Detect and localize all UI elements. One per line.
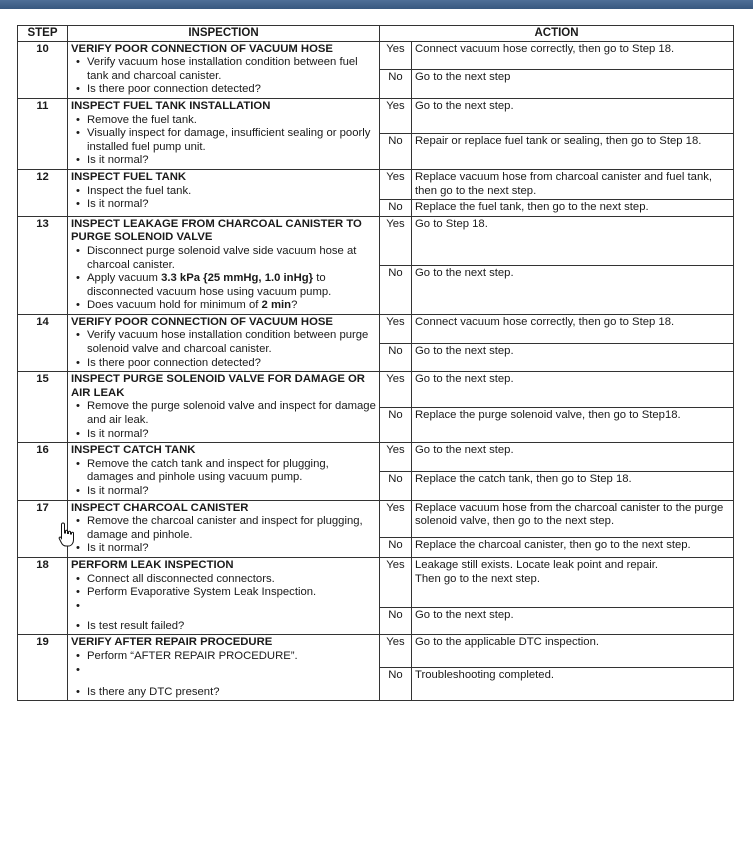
header-inspection: INSPECTION xyxy=(68,26,380,42)
yes-label: Yes xyxy=(380,557,412,607)
table-row-step-19 xyxy=(18,635,734,668)
no-action: Replace the charcoal canister, then go to the next step. xyxy=(412,537,734,557)
no-label: No xyxy=(380,343,412,372)
no-action: Troubleshooting completed. xyxy=(412,668,734,701)
step-number: 11 xyxy=(18,98,68,169)
no-action: Go to the next step xyxy=(412,70,734,99)
bullet-item: • Is it normal? xyxy=(87,198,376,212)
no-label: No xyxy=(380,70,412,99)
inspection-bullets xyxy=(71,458,376,499)
bullet-item: • Disconnect purge solenoid valve side vacuum hose at charcoal canister. xyxy=(87,245,376,272)
yes-action: Replace vacuum hose from the charcoal canister to the purge solenoid valve, then go to the next step. xyxy=(412,500,734,537)
no-label: No xyxy=(380,200,412,217)
step-number: 17 xyxy=(18,500,68,557)
bullet-item xyxy=(87,299,376,313)
inspection-cell xyxy=(68,557,380,634)
no-action: Replace the purge solenoid valve, then go to Step18. xyxy=(412,407,734,442)
bullet-item: • Is it normal? xyxy=(87,542,376,556)
inspection-cell xyxy=(68,372,380,443)
vacuum-spec: 3.3 kPa {25 mmHg, 1.0 inHg} xyxy=(161,272,314,285)
bullet-item: • Is it normal? xyxy=(87,485,376,499)
bullet-item: • Remove the charcoal canister and inspect for plugging, damage and pinhole. xyxy=(87,515,376,542)
bullet-item: • Remove the catch tank and inspect for plugging, damages and pinhole using vacuum pump. xyxy=(87,458,376,485)
inspection-bullets xyxy=(71,245,376,313)
yes-label: Yes xyxy=(380,443,412,472)
spacer xyxy=(87,664,376,686)
no-action: Repair or replace fuel tank or sealing, then go to Step 18. xyxy=(412,134,734,169)
bullet-item xyxy=(87,272,376,299)
inspection-bullets xyxy=(71,515,376,556)
table-row-step-12 xyxy=(18,169,734,199)
inspection-title: VERIFY AFTER REPAIR PROCEDURE xyxy=(71,636,273,649)
bullet-item: • Connect all disconnected connectors. xyxy=(87,573,376,587)
yes-action: Go to the next step. xyxy=(412,443,734,472)
step-number: 19 xyxy=(18,635,68,701)
step-number: 13 xyxy=(18,216,68,314)
yes-action xyxy=(412,557,734,607)
bullet-item: • Remove the purge solenoid valve and inspect for damage and air leak. xyxy=(87,400,376,427)
bullet-item: • Verify vacuum hose installation condition between purge solenoid valve and charcoal canister. xyxy=(87,329,376,356)
time-spec: 2 min xyxy=(261,299,292,312)
inspection-bullets xyxy=(71,573,376,634)
inspection-cell xyxy=(68,98,380,169)
bullet-item: • Is it normal? xyxy=(87,428,376,442)
hand-pointer-icon xyxy=(58,522,76,548)
header-step: STEP xyxy=(18,26,68,42)
table-row-step-10 xyxy=(18,41,734,70)
yes-action: Replace vacuum hose from charcoal canister and fuel tank, then go to the next step. xyxy=(412,169,734,199)
table-header-row xyxy=(18,26,734,42)
step-number: 15 xyxy=(18,372,68,443)
inspection-bullets xyxy=(71,185,376,212)
yes-action-line: Then go to the next step. xyxy=(415,572,540,585)
window-top-bar xyxy=(0,0,753,9)
bullet-text: Does vacuum hold for minimum of xyxy=(87,299,259,312)
bullet-item: • Is there poor connection detected? xyxy=(87,83,376,97)
yes-label: Yes xyxy=(380,500,412,537)
no-action: Replace the fuel tank, then go to the next step. xyxy=(412,200,734,217)
yes-label: Yes xyxy=(380,98,412,133)
inspection-cell xyxy=(68,443,380,500)
inspection-title: INSPECT FUEL TANK xyxy=(71,170,187,183)
yes-label: Yes xyxy=(380,372,412,407)
table-row-step-14 xyxy=(18,314,734,343)
inspection-bullets xyxy=(71,56,376,97)
no-action: Go to the next step. xyxy=(412,265,734,314)
bullet-item: • Verify vacuum hose installation condition between fuel tank and charcoal canister. xyxy=(87,56,376,83)
bullet-item: • Is there any DTC present? xyxy=(87,686,376,700)
bullet-item: • Is test result failed? xyxy=(87,620,376,634)
no-label: No xyxy=(380,471,412,500)
no-action: Replace the catch tank, then go to Step 18. xyxy=(412,471,734,500)
no-action: Go to the next step. xyxy=(412,607,734,634)
no-label: No xyxy=(380,134,412,169)
step-number: 18 xyxy=(18,557,68,634)
inspection-bullets xyxy=(71,650,376,699)
bullet-item: • Perform “AFTER REPAIR PROCEDURE”. xyxy=(87,650,376,664)
bullet-item: • Inspect the fuel tank. xyxy=(87,185,376,199)
step-number: 16 xyxy=(18,443,68,500)
bullet-text: to disconnected vacuum hose using vacuum pump. xyxy=(87,272,332,298)
inspection-bullets xyxy=(71,329,376,370)
no-label: No xyxy=(380,607,412,634)
troubleshooting-table xyxy=(17,25,734,701)
yes-label: Yes xyxy=(380,314,412,343)
inspection-cell xyxy=(68,500,380,557)
no-label: No xyxy=(380,265,412,314)
yes-label: Yes xyxy=(380,216,412,265)
yes-label: Yes xyxy=(380,635,412,668)
bullet-item: • Perform Evaporative System Leak Inspection. xyxy=(87,586,376,600)
header-action: ACTION xyxy=(380,26,734,42)
bullet-text: ? xyxy=(291,299,298,312)
inspection-bullets xyxy=(71,400,376,441)
yes-action: Go to the next step. xyxy=(412,98,734,133)
inspection-title: PERFORM LEAK INSPECTION xyxy=(71,558,234,571)
inspection-title: INSPECT CHARCOAL CANISTER xyxy=(71,501,249,514)
table-row-step-13 xyxy=(18,216,734,265)
table-row-step-17 xyxy=(18,500,734,537)
inspection-title: VERIFY POOR CONNECTION OF VACUUM HOSE xyxy=(71,42,333,55)
inspection-title: INSPECT CATCH TANK xyxy=(71,444,196,457)
inspection-cell xyxy=(68,216,380,314)
bullet-item: • Is it normal? xyxy=(87,154,376,168)
yes-action: Connect vacuum hose correctly, then go to Step 18. xyxy=(412,314,734,343)
yes-action: Go to the next step. xyxy=(412,372,734,407)
inspection-title: INSPECT LEAKAGE FROM CHARCOAL CANISTER TO PURGE SOLENOID VALVE xyxy=(71,217,362,244)
inspection-cell xyxy=(68,169,380,216)
table-row-step-11 xyxy=(18,98,734,133)
no-label: No xyxy=(380,407,412,442)
no-action: Go to the next step. xyxy=(412,343,734,372)
step-number: 14 xyxy=(18,314,68,371)
step-number: 12 xyxy=(18,169,68,216)
spacer xyxy=(87,600,376,620)
inspection-bullets xyxy=(71,114,376,168)
inspection-title: VERIFY POOR CONNECTION OF VACUUM HOSE xyxy=(71,315,333,328)
inspection-title: INSPECT PURGE SOLENOID VALVE FOR DAMAGE OR AIR LEAK xyxy=(71,373,365,399)
no-label: No xyxy=(380,668,412,701)
inspection-title: INSPECT FUEL TANK INSTALLATION xyxy=(71,99,271,112)
bullet-item: • Is there poor connection detected? xyxy=(87,357,376,371)
bullet-text: Apply vacuum xyxy=(87,272,158,285)
hand-pointer-icon-svg xyxy=(58,522,76,548)
yes-action: Go to Step 18. xyxy=(412,216,734,265)
step-number: 10 xyxy=(18,41,68,98)
table-row-step-18 xyxy=(18,557,734,607)
bullet-item: • Remove the fuel tank. xyxy=(87,114,376,128)
table-row-step-16 xyxy=(18,443,734,472)
inspection-cell xyxy=(68,41,380,98)
no-label: No xyxy=(380,537,412,557)
yes-action: Connect vacuum hose correctly, then go to Step 18. xyxy=(412,41,734,70)
yes-label: Yes xyxy=(380,41,412,70)
table-row-step-15 xyxy=(18,372,734,407)
yes-label: Yes xyxy=(380,169,412,199)
yes-action: Go to the applicable DTC inspection. xyxy=(412,635,734,668)
inspection-cell xyxy=(68,635,380,701)
yes-action-line: Leakage still exists. Locate leak point and repair. xyxy=(415,558,659,571)
bullet-item: • Visually inspect for damage, insufficient sealing or poorly installed fuel pump unit. xyxy=(87,127,376,154)
inspection-cell xyxy=(68,314,380,371)
